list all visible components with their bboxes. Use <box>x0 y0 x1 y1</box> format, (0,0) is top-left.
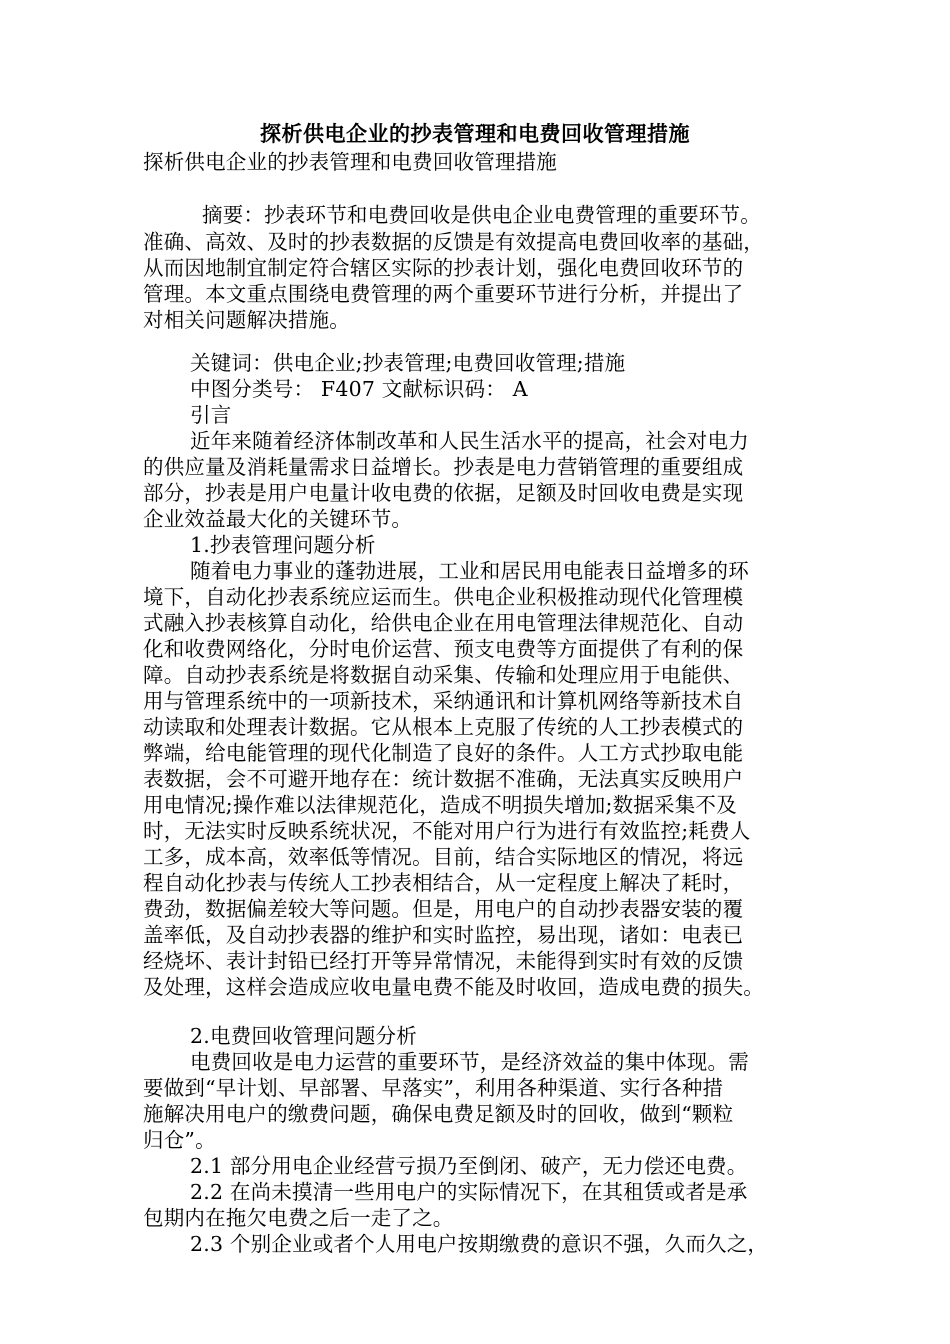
document-title: 探析供电企业的抄表管理和电费回收管理措施 <box>260 122 690 146</box>
abstract-line: 管理。本文重点围绕电费管理的两个重要环节进行分析，并提出了 <box>143 282 744 306</box>
section-heading: 1.抄表管理问题分析 <box>190 533 376 557</box>
paragraph-line: 用与管理系统中的一项新技术，采纳通讯和计算机网络等新技术自 <box>143 689 744 713</box>
list-item: 2.1 部分用电企业经营亏损乃至倒闭、破产，无力偿还电费。 <box>190 1154 748 1178</box>
abstract-line: 摘要：抄表环节和电费回收是供电企业电费管理的重要环节。 <box>202 203 761 227</box>
paragraph-line: 企业效益最大化的关键环节。 <box>143 507 413 531</box>
list-item: 2.3 个别企业或者个人用电户按期缴费的意识不强，久而久之， <box>190 1232 769 1256</box>
paragraph-line: 弊端，给电能管理的现代化制造了良好的条件。人工方式抄取电能 <box>143 741 744 765</box>
paragraph-line: 部分，抄表是用户电量计收电费的依据，足额及时回收电费是实现 <box>143 481 744 505</box>
paragraph-line: 式融入抄表核算自动化，给供电企业在用电管理法律规范化、自动 <box>143 611 744 635</box>
keywords-line: 关键词：供电企业;抄表管理;电费回收管理;措施 <box>190 351 626 375</box>
paragraph-line: 时，无法实时反映系统状况，不能对用户行为进行有效监控;耗费人 <box>143 819 751 843</box>
paragraph-line: 近年来随着经济体制改革和人民生活水平的提高，社会对电力 <box>190 429 749 453</box>
section-heading: 引言 <box>190 403 232 427</box>
paragraph-line: 表数据，会不可避开地存在：统计数据不准确，无法真实反映用户 <box>143 767 744 791</box>
abstract-line: 对相关问题解决措施。 <box>143 308 350 332</box>
paragraph-line: 及处理，这样会造成应收电量电费不能及时收回，造成电费的损失。 <box>143 975 764 999</box>
subtitle-line: 探析供电企业的抄表管理和电费回收管理措施 <box>143 150 557 174</box>
paragraph-line: 的供应量及消耗量需求日益增长。抄表是电力营销管理的重要组成 <box>143 455 744 479</box>
paragraph-line: 动读取和处理表计数据。它从根本上克服了传统的人工抄表模式的 <box>143 715 744 739</box>
paragraph-line: 盖率低，及自动抄表器的维护和实时监控，易出现，诸如：电表已 <box>143 923 744 947</box>
paragraph-line: 归仓”。 <box>143 1128 216 1152</box>
paragraph-line: 程自动化抄表与传统人工抄表相结合，从一定程度上解决了耗时， <box>143 871 744 895</box>
paragraph-line: 要做到“早计划、早部署、早落实”，利用各种渠道、实行各种措 <box>143 1076 724 1100</box>
list-item: 2.2 在尚未摸清一些用电户的实际情况下，在其租赁或者是承 <box>190 1180 748 1204</box>
list-item-continuation: 包期内在拖欠电费之后一走了之。 <box>143 1206 454 1230</box>
paragraph-line: 用电情况;操作难以法律规范化，造成不明损失增加;数据采集不及 <box>143 793 737 817</box>
abstract-line: 从而因地制宜制定符合辖区实际的抄表计划，强化电费回收环节的 <box>143 256 744 280</box>
paragraph-line: 障。自动抄表系统是将数据自动采集、传输和处理应用于电能供、 <box>143 663 744 687</box>
classification-line: 中图分类号： F407 文献标识码： A <box>190 377 528 401</box>
paragraph-line: 化和收费网络化，分时电价运营、预支电费等方面提供了有利的保 <box>143 637 744 661</box>
section-heading: 2.电费回收管理问题分析 <box>190 1024 417 1048</box>
paragraph-line: 电费回收是电力运营的重要环节，是经济效益的集中体现。需 <box>190 1050 749 1074</box>
paragraph-line: 工多，成本高，效率低等情况。目前，结合实际地区的情况，将远 <box>143 845 744 869</box>
abstract-line: 准确、高效、及时的抄表数据的反馈是有效提高电费回收率的基础， <box>143 230 764 254</box>
paragraph-line: 费劲，数据偏差较大等问题。但是，用电户的自动抄表器安装的覆 <box>143 897 744 921</box>
paragraph-line: 随着电力事业的蓬勃进展，工业和居民用电能表日益增多的环 <box>190 559 749 583</box>
paragraph-line: 境下，自动化抄表系统应运而生。供电企业积极推动现代化管理模 <box>143 585 744 609</box>
paragraph-line: 经烧坏、表计封铅已经打开等异常情况，未能得到实时有效的反馈 <box>143 949 744 973</box>
paragraph-line: 施解决用电户的缴费问题，确保电费足额及时的回收，做到“颗粒 <box>143 1102 734 1126</box>
